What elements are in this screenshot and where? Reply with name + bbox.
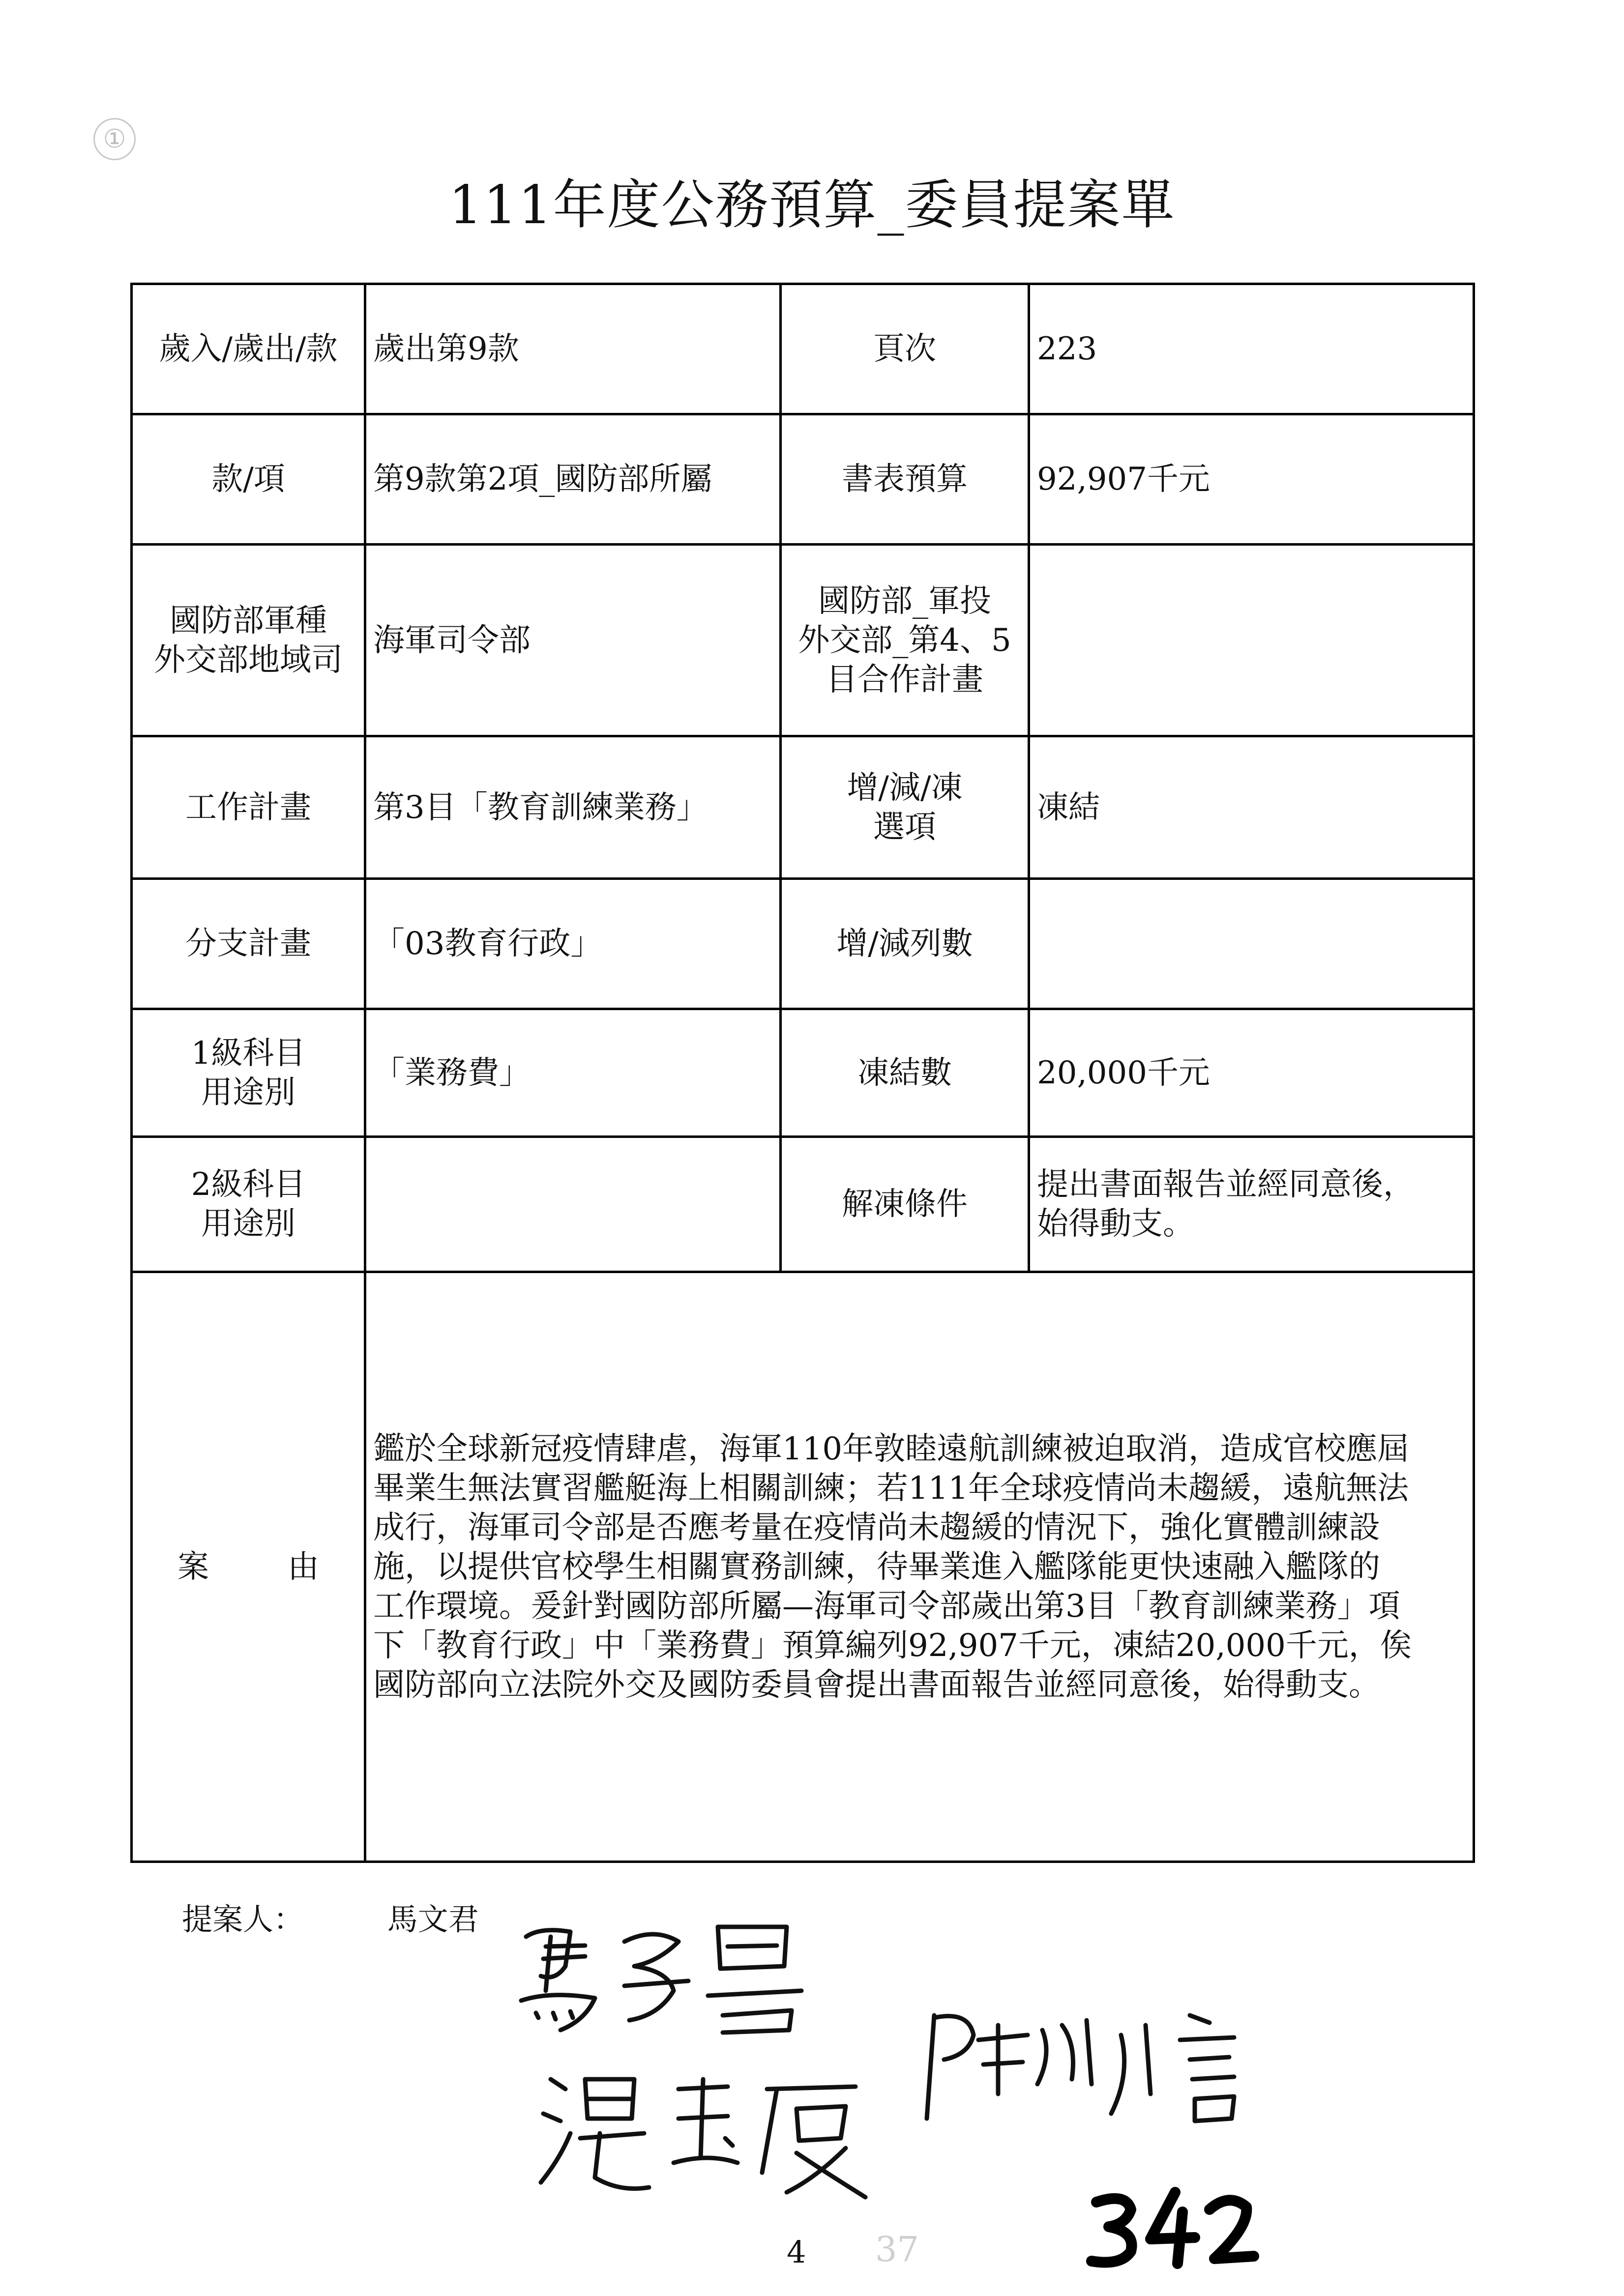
table-row xyxy=(132,879,1474,1009)
value-page: 223 xyxy=(1029,284,1474,414)
table-row xyxy=(132,284,1474,414)
value-change-amount xyxy=(1029,879,1474,1009)
reason-label-b: 由 xyxy=(288,1548,319,1585)
reason-line: 施，以提供官校學生相關實務訓練，待畢業進入艦隊能更快速融入艦隊的 xyxy=(373,1548,1380,1585)
reason-text xyxy=(365,1272,1474,1862)
value-line: 提出書面報告並經同意後， xyxy=(1037,1166,1415,1203)
value-branch-plan: 「03教育行政」 xyxy=(365,879,781,1009)
signature-3 xyxy=(915,1996,1288,2143)
signature-2 xyxy=(531,2060,885,2207)
label-work-plan: 工作計畫 xyxy=(132,736,365,879)
value-account-type: 歲出第9款 xyxy=(365,284,781,414)
value-level2-subject xyxy=(365,1137,781,1272)
label-line: 用途別 xyxy=(201,1206,295,1242)
table-row xyxy=(132,1137,1474,1272)
label-section-item: 款/項 xyxy=(132,414,365,545)
proposer-name: 馬文君 xyxy=(387,1901,479,1937)
label-frozen-amount: 凍結數 xyxy=(781,1009,1029,1137)
proposal-form-table xyxy=(130,283,1475,1863)
table-row xyxy=(132,1272,1474,1862)
reason-line: 鑑於全球新冠疫情肆虐，海軍110年敦睦遠航訓練被迫取消，造成官校應屆 xyxy=(373,1430,1409,1467)
label-change-amount: 增/減列數 xyxy=(781,879,1029,1009)
signature-1 xyxy=(511,1907,816,2050)
faint-page-number: 37 xyxy=(875,2229,919,2269)
page-number: 4 xyxy=(787,2234,806,2270)
label-level1-subject xyxy=(132,1009,365,1137)
label-book-budget: 書表預算 xyxy=(781,414,1029,545)
label-line: 外交部地域司 xyxy=(154,641,343,678)
proposer-label: 提案人： xyxy=(182,1901,304,1937)
label-service-branch xyxy=(132,545,365,736)
label-line: 1級科目 xyxy=(191,1035,306,1072)
label-account-type: 歲入/歲出/款 xyxy=(132,284,365,414)
reason-line: 工作環境。爰針對國防部所屬—海軍司令部歲出第3目「教育訓練業務」項 xyxy=(373,1588,1400,1625)
reason-label-a: 案 xyxy=(177,1548,209,1585)
label-line: 2級科目 xyxy=(191,1166,306,1203)
value-work-plan: 第3目「教育訓練業務」 xyxy=(365,736,781,879)
label-level2-subject xyxy=(132,1137,365,1272)
label-page: 頁次 xyxy=(781,284,1029,414)
proposer-line xyxy=(182,1895,479,1939)
value-line: 始得動支。 xyxy=(1037,1206,1194,1242)
value-service-branch: 海軍司令部 xyxy=(365,545,781,736)
value-change-option: 凍結 xyxy=(1029,736,1474,879)
table-row xyxy=(132,736,1474,879)
reason-line: 國防部向立法院外交及國防委員會提出書面報告並經同意後，始得動支。 xyxy=(373,1666,1380,1703)
label-line: 增/減/凍 xyxy=(847,769,963,806)
table-row xyxy=(132,1009,1474,1137)
value-unfreeze-condition xyxy=(1029,1137,1474,1272)
reason-line: 下「教育行政」中「業務費」預算編列92,907千元，凍結20,000千元，俟 xyxy=(373,1627,1412,1664)
value-book-budget: 92,907千元 xyxy=(1029,414,1474,545)
value-frozen-amount: 20,000千元 xyxy=(1029,1009,1474,1137)
label-cooperation-plan xyxy=(781,545,1029,736)
label-line: 國防部軍種 xyxy=(170,602,327,639)
label-line: 用途別 xyxy=(201,1074,295,1111)
label-unfreeze-condition: 解凍條件 xyxy=(781,1137,1029,1272)
value-cooperation-plan xyxy=(1029,545,1474,736)
value-section-item: 第9款第2項_國防部所屬 xyxy=(365,414,781,545)
label-line: 選項 xyxy=(873,809,936,845)
label-line: 外交部_第4、5 xyxy=(798,622,1011,659)
label-reason xyxy=(132,1272,365,1862)
label-branch-plan: 分支計畫 xyxy=(132,879,365,1009)
label-line: 目合作計畫 xyxy=(826,661,983,698)
label-line: 國防部_軍投 xyxy=(818,582,991,619)
handwritten-page-number xyxy=(1082,2182,1269,2271)
table-row xyxy=(132,545,1474,736)
table-row xyxy=(132,414,1474,545)
value-level1-subject: 「業務費」 xyxy=(365,1009,781,1137)
corner-circled-mark: ① xyxy=(93,118,136,160)
label-change-option xyxy=(781,736,1029,879)
document-title: 111年度公務預算_委員提案單 xyxy=(448,174,1176,236)
reason-line: 畢業生無法實習艦艇海上相關訓練；若111年全球疫情尚未趨緩，遠航無法 xyxy=(373,1470,1409,1507)
reason-line: 成行，海軍司令部是否應考量在疫情尚未趨緩的情況下，強化實體訓練設 xyxy=(373,1509,1380,1546)
